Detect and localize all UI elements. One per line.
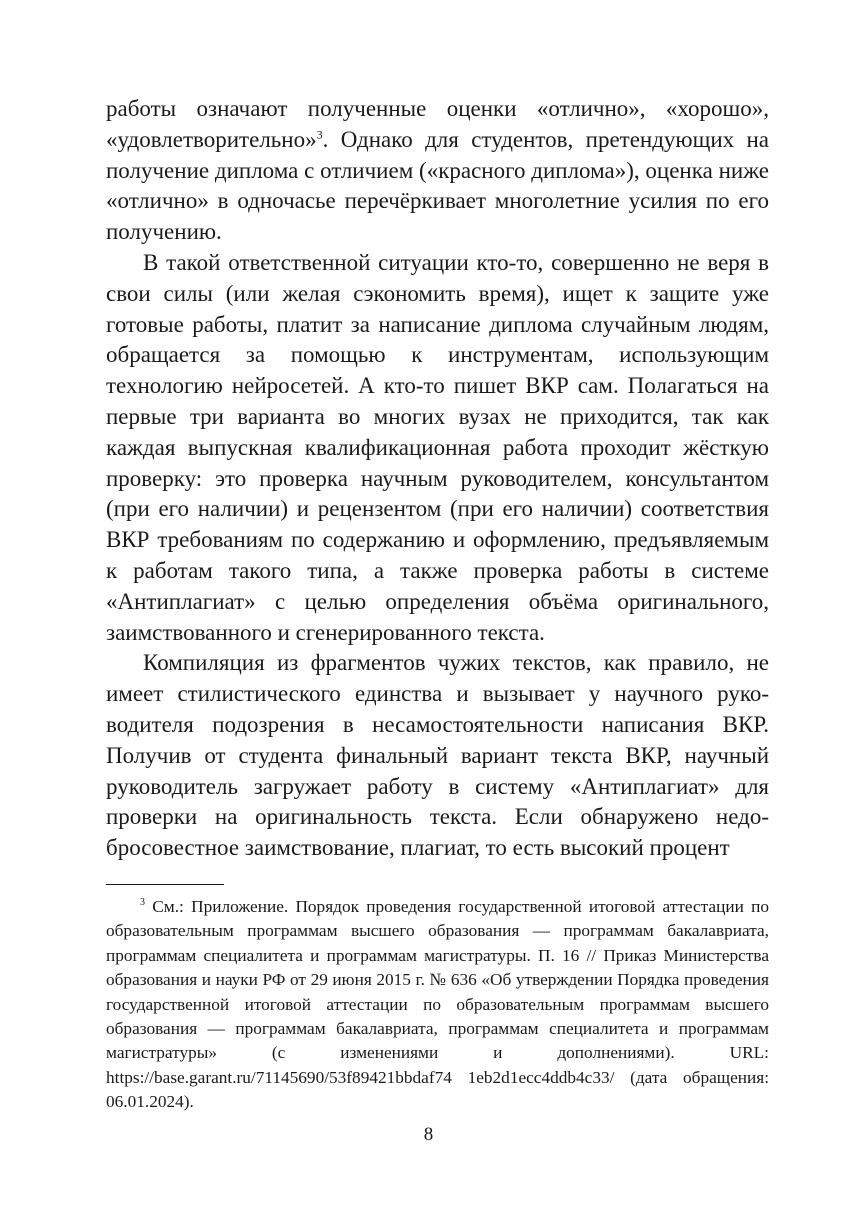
footnote-text: См.: Приложение. Порядок проведения государственной итоговой аттестации по образовательным программам высшего образования — программам бакалавриата, программам специалитета и программам магистратуры. П. 16 // Приказ Министерства образования и науки РФ от 29 июня 2015 г. № 636 «Об утверждении Порядка проведения государственной итоговой аттестации по образовательным программам высшего образования — программам бакалавриата, программам специалитета и программам магистратуры» (с изменениями и дополнениями). URL: https://base.garant.ru/71145690/53f89421bbdaf74 1eb2d1ecc4ddb4c33/ (дата обращения: 06.01.2024).	[106, 896, 769, 1112]
main-text	[106, 94, 769, 864]
footnote-reference: 3	[316, 127, 323, 142]
document-page	[106, 94, 769, 1115]
page-number: 8	[423, 1124, 434, 1145]
paragraph-1	[106, 94, 769, 248]
paragraph-2: В такой ответственной ситуации кто-то, совершенно не веря в свои силы (или желая сэкономить время), ищет к защите уже готовые работы, платит за написание диплома случайным людям, обращается за помощью к инструментам, использующим технологию нейросетей. А кто-то пишет ВКР сам. Полагаться на первые три варианта во многих вузах не приходится, так как каждая выпускная квалификационная работа проходит жёсткую проверку: это проверка научным руководителем, консультантом (при его наличии) и рецензентом (при его наличии) соответствия ВКР требованиям по содержанию и оформлению, предъявляемым к работам такого типа, а также проверка работы в системе «Антиплагиат» с целью определения объёма оригинального, заимствованного и сгенерированного текста.	[106, 249, 769, 645]
paragraph-1-text-cont: . Однако для студентов, претендующих на получение диплома с отличием («красного диплома»), оценка ниже «отлично» в одночасье перечёркивает многолетние усилия по его получению.	[106, 126, 769, 245]
paragraph-3: Компиляция из фрагментов чужих текстов, как правило, не имеет стилистического единства и вызывает у научного руководителя подозрения в несамостоятельности написания ВКР. Получив от студента финальный вариант текста ВКР, научный руководитель загружает работу в систему «Антиплагиат» для проверки на оригинальность текста. Если обнаружено недобросовестное заимствование, плагиат, то есть высокий процент	[106, 650, 769, 861]
footnote-number: 3	[140, 897, 145, 909]
footnote	[106, 895, 769, 1115]
footnote-divider	[106, 884, 224, 885]
paragraph-1-text: работы означают полученные оценки «отлично», «хорошо», «удовлетворительно»	[106, 96, 769, 152]
